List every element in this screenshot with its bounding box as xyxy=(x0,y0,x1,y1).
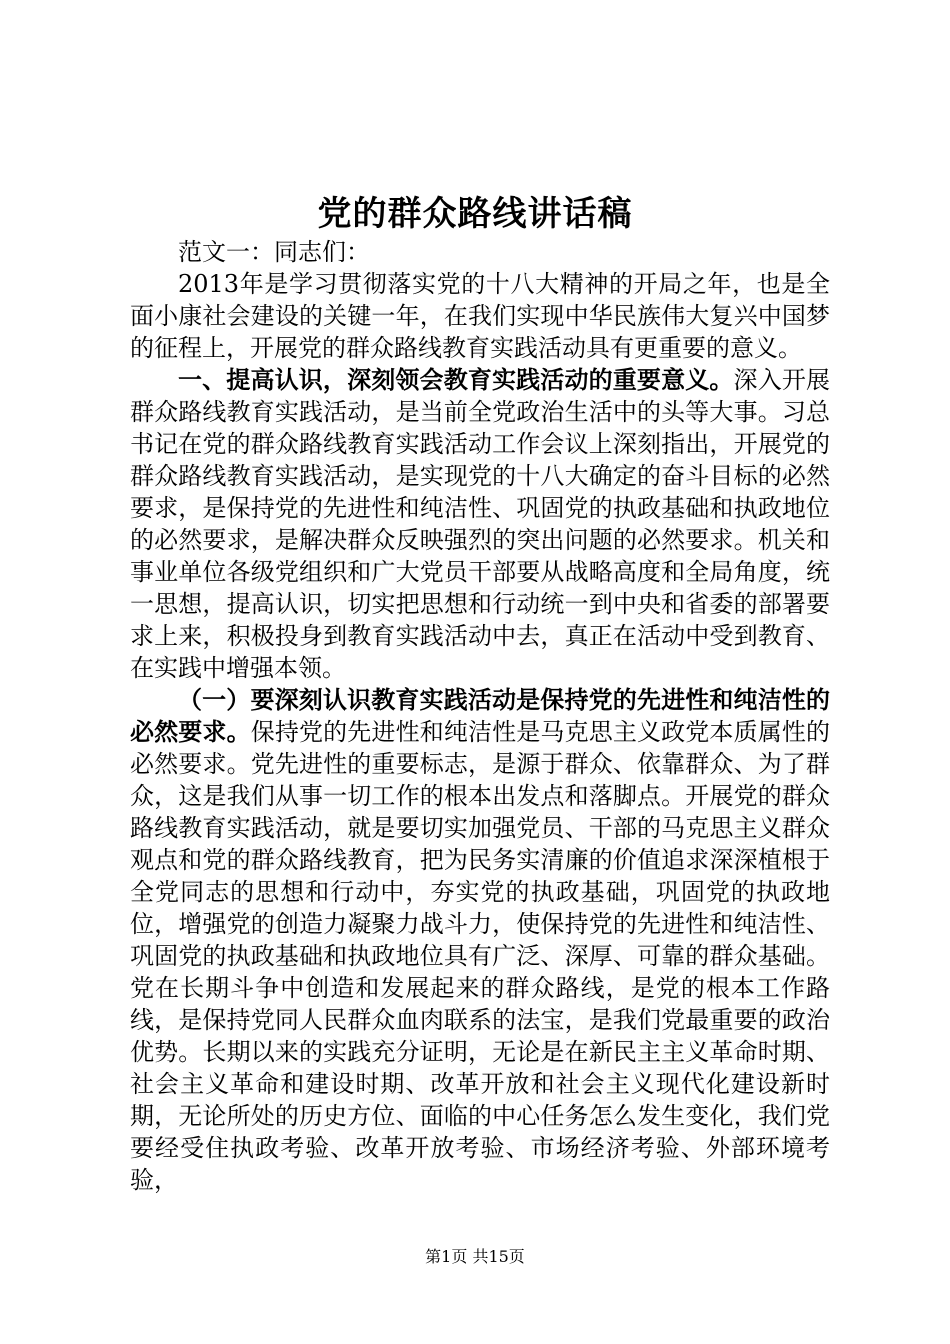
paragraph-text: 深入开展群众路线教育实践活动，是当前全党政治生活中的头等大事。习总书记在党的群众路线教育实践活动工作会议上深刻指出，开展党的群众路线教育实践活动，是实现党的十八大确定的奋斗目标的必然要求，是保持党的先进性和纯洁性、巩固党的执政基础和执政地位的必然要求，是解决群众反映强烈的突出问题的必然要求。机关和事业单位各级党组织和广大党员干部要从战略高度和全局角度，统一思想，提高认识，切实把思想和行动统一到中央和省委的部署要求上来，积极投身到教育实践活动中去，真正在活动中受到教育、在实践中增强本领。 xyxy=(130,366,831,682)
paragraph xyxy=(130,364,830,684)
paragraph-text: 保持党的先进性和纯洁性是马克思主义政党本质属性的必然要求。党先进性的重要标志，是源于群众、依靠群众、为了群众，这是我们从事一切工作的根本出发点和落脚点。开展党的群众路线教育实践活动，就是要切实加强党员、干部的马克思主义群众观点和党的群众路线教育，把为民务实清廉的价值追求深深植根于全党同志的思想和行动中，夯实党的执政基础，巩固党的执政地位，增强党的创造力凝聚力战斗力，使保持党的先进性和纯洁性、巩固党的执政基础和执政地位具有广泛、深厚、可靠的群众基础。党在长期斗争中创造和发展起来的群众路线，是党的根本工作路线，是保持党同人民群众血肉联系的法宝，是我们党最重要的政治优势。长期以来的实践充分证明，无论是在新民主主义革命时期、社会主义革命和建设时期、改革开放和社会主义现代化建设新时期，无论所处的历史方位、面临的中心任务怎么发生变化，我们党要经受住执政考验、改革开放考验、市场经济考验、外部环境考验， xyxy=(130,718,831,1194)
subsection-heading: （一）要深刻认识教育实践活动是保持党的先进性和纯洁性的必然要求。 xyxy=(130,685,830,746)
section-heading: 一、提高认识，深刻领会教育实践活动的重要意义。 xyxy=(178,365,734,394)
paragraph-text: 2013年是学习贯彻落实党的十八大精神的开局之年，也是全面小康社会建设的关键一年，在我们实现中华民族伟大复兴中国梦的征程上，开展党的群众路线教育实践活动具有更重要的意义。 xyxy=(130,270,830,362)
paragraph xyxy=(130,268,830,364)
page-number-footer: 第1页 共15页 xyxy=(425,1247,525,1266)
paragraph xyxy=(130,684,830,1196)
document-title: 党的群众路线讲话稿 xyxy=(317,194,633,234)
paragraph xyxy=(130,236,830,268)
document-body xyxy=(130,236,830,1196)
paragraph-text: 范文一：同志们： xyxy=(178,238,370,266)
